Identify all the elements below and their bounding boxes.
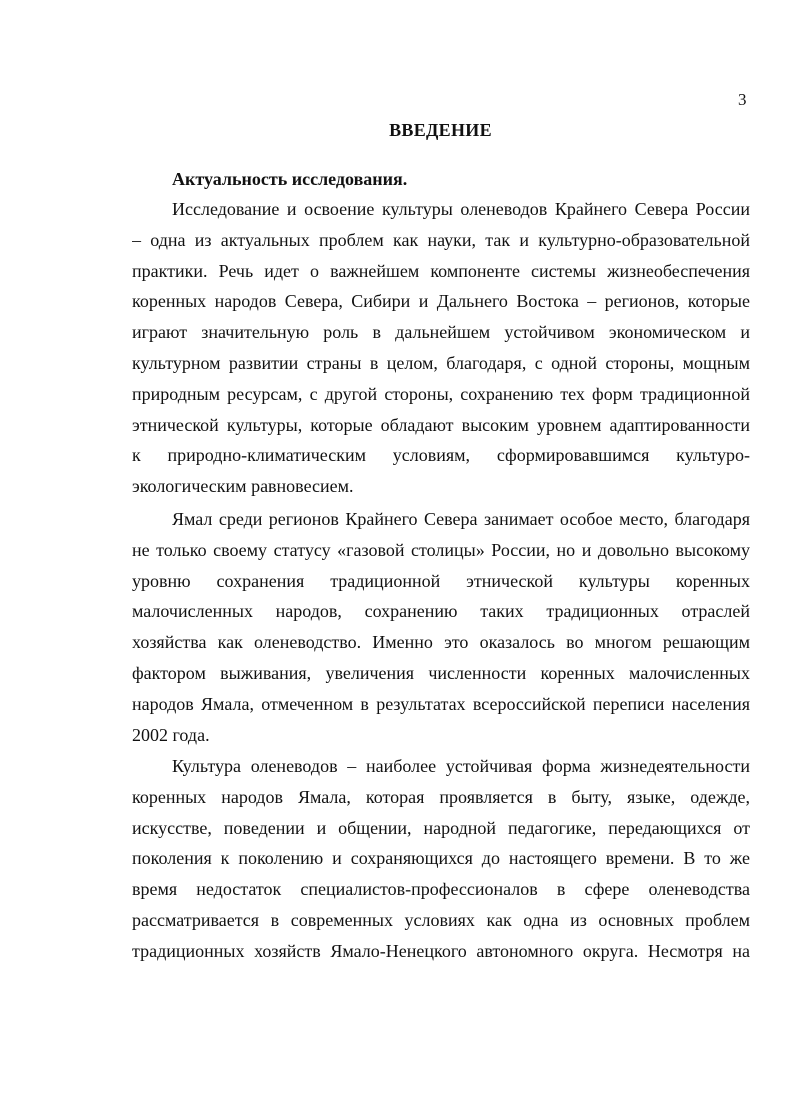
text-line: хозяйства как оленеводство. Именно это оказалось во многом решающим [132,632,750,653]
paragraph-3 [132,751,750,967]
text-line: Исследование и освоение культуры оленеводов Крайнего Севера России [172,199,750,219]
text-line: к природно-климатическим условиям, сформировавшимся культуро- [132,445,750,466]
page-number: 3 [738,90,747,109]
text-line: коренных народов Ямала, которая проявляется в быту, языке, одежде, [132,786,750,807]
text-line: не только своему статусу «газовой столицы» России, но и довольно высокому [132,539,750,560]
text-line: малочисленных народов, сохранению таких традиционных отраслей [132,601,750,622]
text-line: этнической культуры, которые обладают высоким уровнем адаптированности [132,414,750,435]
page-title: ВВЕДЕНИЕ [389,120,492,140]
text-line: время недостаток специалистов-профессионалов в сфере оленеводства [132,879,750,900]
text-line: традиционных хозяйств Ямало-Ненецкого автономного округа. Несмотря на [132,940,750,961]
text-line: культурном развитии страны в целом, благодаря, с одной стороны, мощным [132,352,750,373]
text-line: Культура оленеводов – наиболее устойчивая форма жизнедеятельности [172,756,750,776]
text-line: коренных народов Севера, Сибири и Дальнего Востока – регионов, которые [132,291,750,312]
text-line: фактором выживания, увеличения численности коренных малочисленных [132,662,750,683]
text-line: народов Ямала, отмеченном в результатах всероссийской переписи населения [132,693,750,714]
text-line: практики. Речь идет о важнейшем компоненте системы жизнеобеспечения [132,260,750,281]
text-line: уровню сохранения традиционной этнической культуры коренных [132,570,750,591]
text-line: экологическим равновесием. [132,476,354,497]
text-line: играют значительную роль в дальнейшем устойчивом экономическом и [132,322,750,343]
text-line: природным ресурсам, с другой стороны, сохранению тех форм традиционной [132,383,750,404]
text-line: 2002 года. [132,724,210,745]
text-line: рассматривается в современных условиях как одна из основных проблем [132,909,750,930]
paragraph-1 [132,194,750,502]
section-heading: Актуальность исследования. [172,169,408,189]
text-line: Ямал среди регионов Крайнего Севера занимает особое место, благодаря [172,509,750,529]
text-line: искусстве, поведении и общении, народной педагогике, передающихся от [132,817,750,838]
text-line: поколения к поколению и сохраняющихся до настоящего времени. В то же [132,848,750,869]
text-line: – одна из актуальных проблем как науки, так и культурно-образовательной [132,229,750,250]
paragraph-2 [132,504,750,750]
